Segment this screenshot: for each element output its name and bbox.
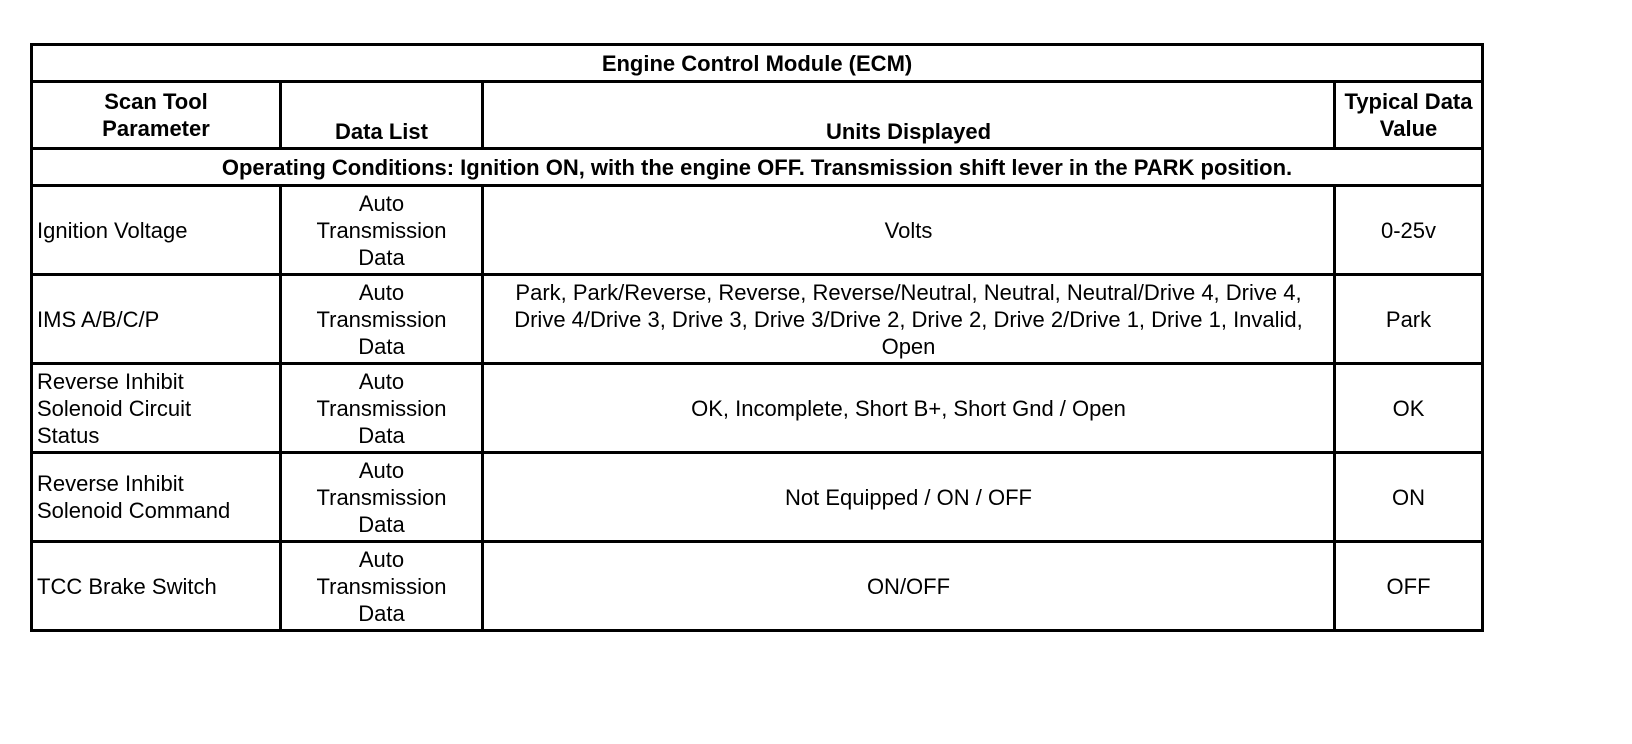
table-row xyxy=(32,453,1483,542)
typical-value-cell: ON xyxy=(1335,453,1483,542)
table-row xyxy=(32,275,1483,364)
parameter-cell xyxy=(32,453,281,542)
header-scan-tool-parameter-label: Scan Tool Parameter xyxy=(102,89,210,141)
parameter-cell: Ignition Voltage xyxy=(32,186,281,275)
data-list-cell xyxy=(281,275,483,364)
units-cell: Not Equipped / ON / OFF xyxy=(483,453,1335,542)
typical-value-cell: 0-25v xyxy=(1335,186,1483,275)
data-list-cell xyxy=(281,364,483,453)
data-list-cell xyxy=(281,453,483,542)
typical-value-cell: OK xyxy=(1335,364,1483,453)
parameter-cell: TCC Brake Switch xyxy=(32,542,281,631)
parameter-label: Reverse Inhibit Solenoid Command xyxy=(37,471,231,523)
parameter-label: Reverse Inhibit Solenoid Circuit Status xyxy=(37,368,192,448)
data-list-label: Auto Transmission Data xyxy=(316,190,447,270)
table-row xyxy=(32,542,1483,631)
table-row xyxy=(32,364,1483,453)
typical-value-cell: Park xyxy=(1335,275,1483,364)
table-title-row xyxy=(32,45,1483,82)
header-scan-tool-parameter xyxy=(32,82,281,149)
units-cell: ON/OFF xyxy=(483,542,1335,631)
data-list-label: Auto Transmission Data xyxy=(316,368,447,448)
data-list-cell xyxy=(281,186,483,275)
units-cell: Park, Park/Reverse, Reverse, Reverse/Neutral, Neutral, Neutral/Drive 4, Drive 4, Drive 4/Drive 3, Drive 3, Drive 3/Drive 2, Drive 2, Drive 2/Drive 1, Drive 1, Invalid, Open xyxy=(483,275,1335,364)
operating-conditions-row xyxy=(32,149,1483,186)
table-header-row xyxy=(32,82,1483,149)
parameter-cell: IMS A/B/C/P xyxy=(32,275,281,364)
data-list-label: Auto Transmission Data xyxy=(316,279,447,359)
units-cell: Volts xyxy=(483,186,1335,275)
ecm-data-table xyxy=(30,43,1484,632)
header-data-list: Data List xyxy=(281,82,483,149)
parameter-cell xyxy=(32,364,281,453)
table-row xyxy=(32,186,1483,275)
typical-value-cell: OFF xyxy=(1335,542,1483,631)
data-list-cell xyxy=(281,542,483,631)
table-title: Engine Control Module (ECM) xyxy=(32,45,1483,82)
data-list-label: Auto Transmission Data xyxy=(316,457,447,537)
operating-conditions: Operating Conditions: Ignition ON, with the engine OFF. Transmission shift lever in the PARK position. xyxy=(32,149,1483,186)
data-list-label: Auto Transmission Data xyxy=(316,546,447,626)
header-units-displayed: Units Displayed xyxy=(483,82,1335,149)
header-typical-data-value: Typical Data Value xyxy=(1335,82,1483,149)
units-cell: OK, Incomplete, Short B+, Short Gnd / Open xyxy=(483,364,1335,453)
